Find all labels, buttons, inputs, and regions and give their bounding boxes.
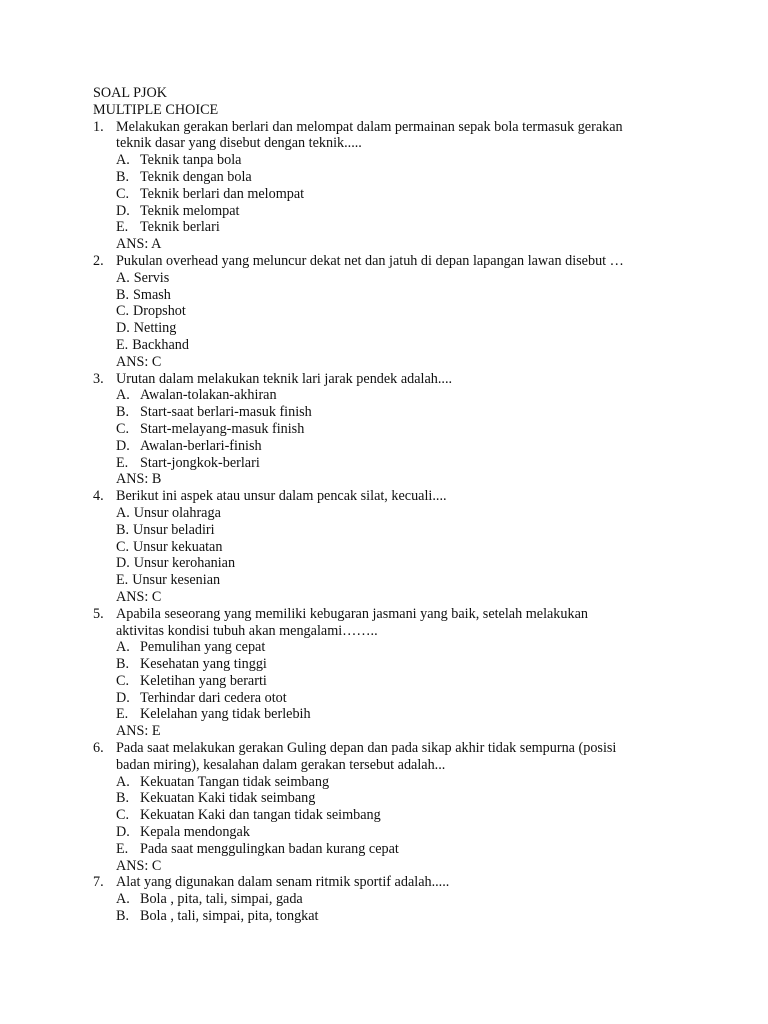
answer-option xyxy=(0,303,768,320)
option-text: Unsur kerohanian xyxy=(133,555,236,572)
option-letter: B. xyxy=(116,908,130,925)
option-letter: D. xyxy=(116,555,130,572)
question-item xyxy=(0,119,768,253)
option-text: Dropshot xyxy=(133,303,186,320)
question-first-line xyxy=(0,740,768,757)
option-text: Start-saat berlari-masuk finish xyxy=(140,404,312,421)
question-text-line: Urutan dalam melakukan teknik lari jarak pendek adalah.... xyxy=(116,370,453,387)
option-text: Start-jongkok-berlari xyxy=(140,454,260,471)
option-letter: E. xyxy=(116,219,129,236)
question-text-line: Berikut ini aspek atau unsur dalam pencak silat, kecuali.... xyxy=(116,488,447,505)
option-text: Unsur kekuatan xyxy=(133,538,223,555)
question-text-line: teknik dasar yang disebut dengan teknik..... xyxy=(116,135,362,152)
question-number: 1. xyxy=(93,118,104,135)
answer-key: ANS: C xyxy=(116,353,162,370)
answer-option xyxy=(0,790,768,807)
answer-option xyxy=(0,404,768,421)
option-text: Keletihan yang berarti xyxy=(140,672,267,689)
answer-option xyxy=(0,807,768,824)
option-letter: D. xyxy=(116,824,130,841)
option-letter: C. xyxy=(116,807,130,824)
answer-option xyxy=(0,186,768,203)
option-letter: B. xyxy=(116,286,130,303)
option-letter: C. xyxy=(116,672,130,689)
option-text: Start-melayang-masuk finish xyxy=(140,420,305,437)
question-item xyxy=(0,488,768,606)
option-text: Unsur beladiri xyxy=(133,521,215,538)
answer-option xyxy=(0,438,768,455)
option-letter: B. xyxy=(116,656,130,673)
answer-option xyxy=(0,287,768,304)
option-text: Servis xyxy=(133,269,170,286)
document-title: SOAL PJOK xyxy=(93,85,167,101)
question-text-line: badan miring), kesalahan dalam gerakan tersebut adalah... xyxy=(116,756,446,773)
option-letter: C. xyxy=(116,420,130,437)
answer-option xyxy=(0,337,768,354)
option-letter: E. xyxy=(116,840,129,857)
option-text: Awalan-berlari-finish xyxy=(140,437,262,454)
option-text: Bola , tali, simpai, pita, tongkat xyxy=(140,908,319,925)
question-item xyxy=(0,740,768,874)
question-first-line xyxy=(0,253,768,270)
question-text-line: Melakukan gerakan berlari dan melompat dalam permainan sepak bola termasuk gerakan xyxy=(116,118,623,135)
option-letter: A. xyxy=(116,152,130,169)
answer-option xyxy=(0,908,768,925)
option-text: Kekuatan Tangan tidak seimbang xyxy=(140,773,330,790)
option-letter: B. xyxy=(116,404,130,421)
option-letter: B. xyxy=(116,168,130,185)
question-item xyxy=(0,371,768,489)
option-letter: D. xyxy=(116,689,130,706)
question-first-line xyxy=(0,371,768,388)
answer-option xyxy=(0,455,768,472)
option-text: Smash xyxy=(133,286,171,303)
option-text: Netting xyxy=(133,320,177,337)
option-letter: A. xyxy=(116,773,130,790)
answer-option xyxy=(0,320,768,337)
option-text: Teknik melompat xyxy=(140,202,240,219)
question-first-line xyxy=(0,874,768,891)
answer-key: ANS: B xyxy=(116,471,162,488)
answer-option xyxy=(0,169,768,186)
question-number: 2. xyxy=(93,252,104,269)
answer-option xyxy=(0,656,768,673)
question-text-line: aktivitas kondisi tubuh akan mengalami…….. xyxy=(116,622,378,639)
option-text: Bola , pita, tali, simpai, gada xyxy=(140,891,303,908)
option-text: Kekuatan Kaki dan tangan tidak seimbang xyxy=(140,807,381,824)
option-text: Kepala mendongak xyxy=(140,824,250,841)
question-number: 7. xyxy=(93,874,104,891)
question-text-line: Alat yang digunakan dalam senam ritmik sportif adalah..... xyxy=(116,874,450,891)
question-number: 6. xyxy=(93,740,104,757)
answer-option xyxy=(0,572,768,589)
answer-key: ANS: C xyxy=(116,588,162,605)
answer-option xyxy=(0,774,768,791)
answer-option xyxy=(0,891,768,908)
option-letter: E. xyxy=(116,454,129,471)
document-subtitle: MULTIPLE CHOICE xyxy=(93,101,219,118)
question-list xyxy=(0,119,768,925)
answer-key: ANS: C xyxy=(116,857,162,874)
question-text-line: Apabila seseorang yang memiliki kebugaran jasmani yang baik, setelah melakukan xyxy=(116,605,588,622)
question-first-line xyxy=(0,488,768,505)
question-item xyxy=(0,253,768,371)
option-text: Kesehatan yang tinggi xyxy=(140,656,267,673)
answer-option xyxy=(0,841,768,858)
option-text: Unsur kesenian xyxy=(132,572,221,589)
option-letter: C. xyxy=(116,303,130,320)
option-text: Terhindar dari cedera otot xyxy=(140,689,287,706)
option-text: Awalan-tolakan-akhiran xyxy=(140,387,277,404)
option-letter: E. xyxy=(116,572,129,589)
question-item xyxy=(0,874,768,924)
question-number: 4. xyxy=(93,488,104,505)
option-letter: D. xyxy=(116,320,130,337)
option-letter: E. xyxy=(116,706,129,723)
answer-option xyxy=(0,706,768,723)
answer-option xyxy=(0,203,768,220)
answer-option xyxy=(0,270,768,287)
answer-option xyxy=(0,152,768,169)
option-text: Teknik tanpa bola xyxy=(140,152,242,169)
question-number: 5. xyxy=(93,605,104,622)
option-text: Pada saat menggulingkan badan kurang cepat xyxy=(140,840,399,857)
option-text: Kelelahan yang tidak berlebih xyxy=(140,706,311,723)
option-text: Kekuatan Kaki tidak seimbang xyxy=(140,790,316,807)
answer-option xyxy=(0,421,768,438)
option-letter: A. xyxy=(116,387,130,404)
option-letter: D. xyxy=(116,202,130,219)
option-text: Teknik dengan bola xyxy=(140,168,252,185)
option-letter: A. xyxy=(116,269,130,286)
option-text: Pemulihan yang cepat xyxy=(140,639,266,656)
option-letter: A. xyxy=(116,504,130,521)
question-first-line xyxy=(0,606,768,623)
option-letter: C. xyxy=(116,538,130,555)
option-letter: B. xyxy=(116,521,130,538)
question-text-line: Pada saat melakukan gerakan Guling depan dan pada sikap akhir tidak sempurna (posisi xyxy=(116,740,617,757)
answer-key: ANS: A xyxy=(116,236,162,253)
answer-option xyxy=(0,387,768,404)
option-text: Unsur olahraga xyxy=(133,504,221,521)
option-letter: D. xyxy=(116,437,130,454)
option-text: Teknik berlari xyxy=(140,219,220,236)
option-letter: B. xyxy=(116,790,130,807)
option-letter: A. xyxy=(116,891,130,908)
option-letter: C. xyxy=(116,185,130,202)
answer-option xyxy=(0,673,768,690)
question-number: 3. xyxy=(93,370,104,387)
answer-option xyxy=(0,555,768,572)
question-item xyxy=(0,606,768,740)
answer-key: ANS: E xyxy=(116,723,161,740)
answer-option xyxy=(0,690,768,707)
answer-option xyxy=(0,219,768,236)
answer-option xyxy=(0,522,768,539)
document-page xyxy=(0,85,768,925)
option-letter: E. xyxy=(116,336,129,353)
option-text: Backhand xyxy=(132,336,189,353)
answer-option xyxy=(0,539,768,556)
answer-option xyxy=(0,824,768,841)
answer-option xyxy=(0,639,768,656)
answer-option xyxy=(0,505,768,522)
question-first-line xyxy=(0,119,768,136)
option-text: Teknik berlari dan melompat xyxy=(140,185,305,202)
question-text-line: Pukulan overhead yang meluncur dekat net dan jatuh di depan lapangan lawan disebut … xyxy=(116,252,624,269)
option-letter: A. xyxy=(116,639,130,656)
